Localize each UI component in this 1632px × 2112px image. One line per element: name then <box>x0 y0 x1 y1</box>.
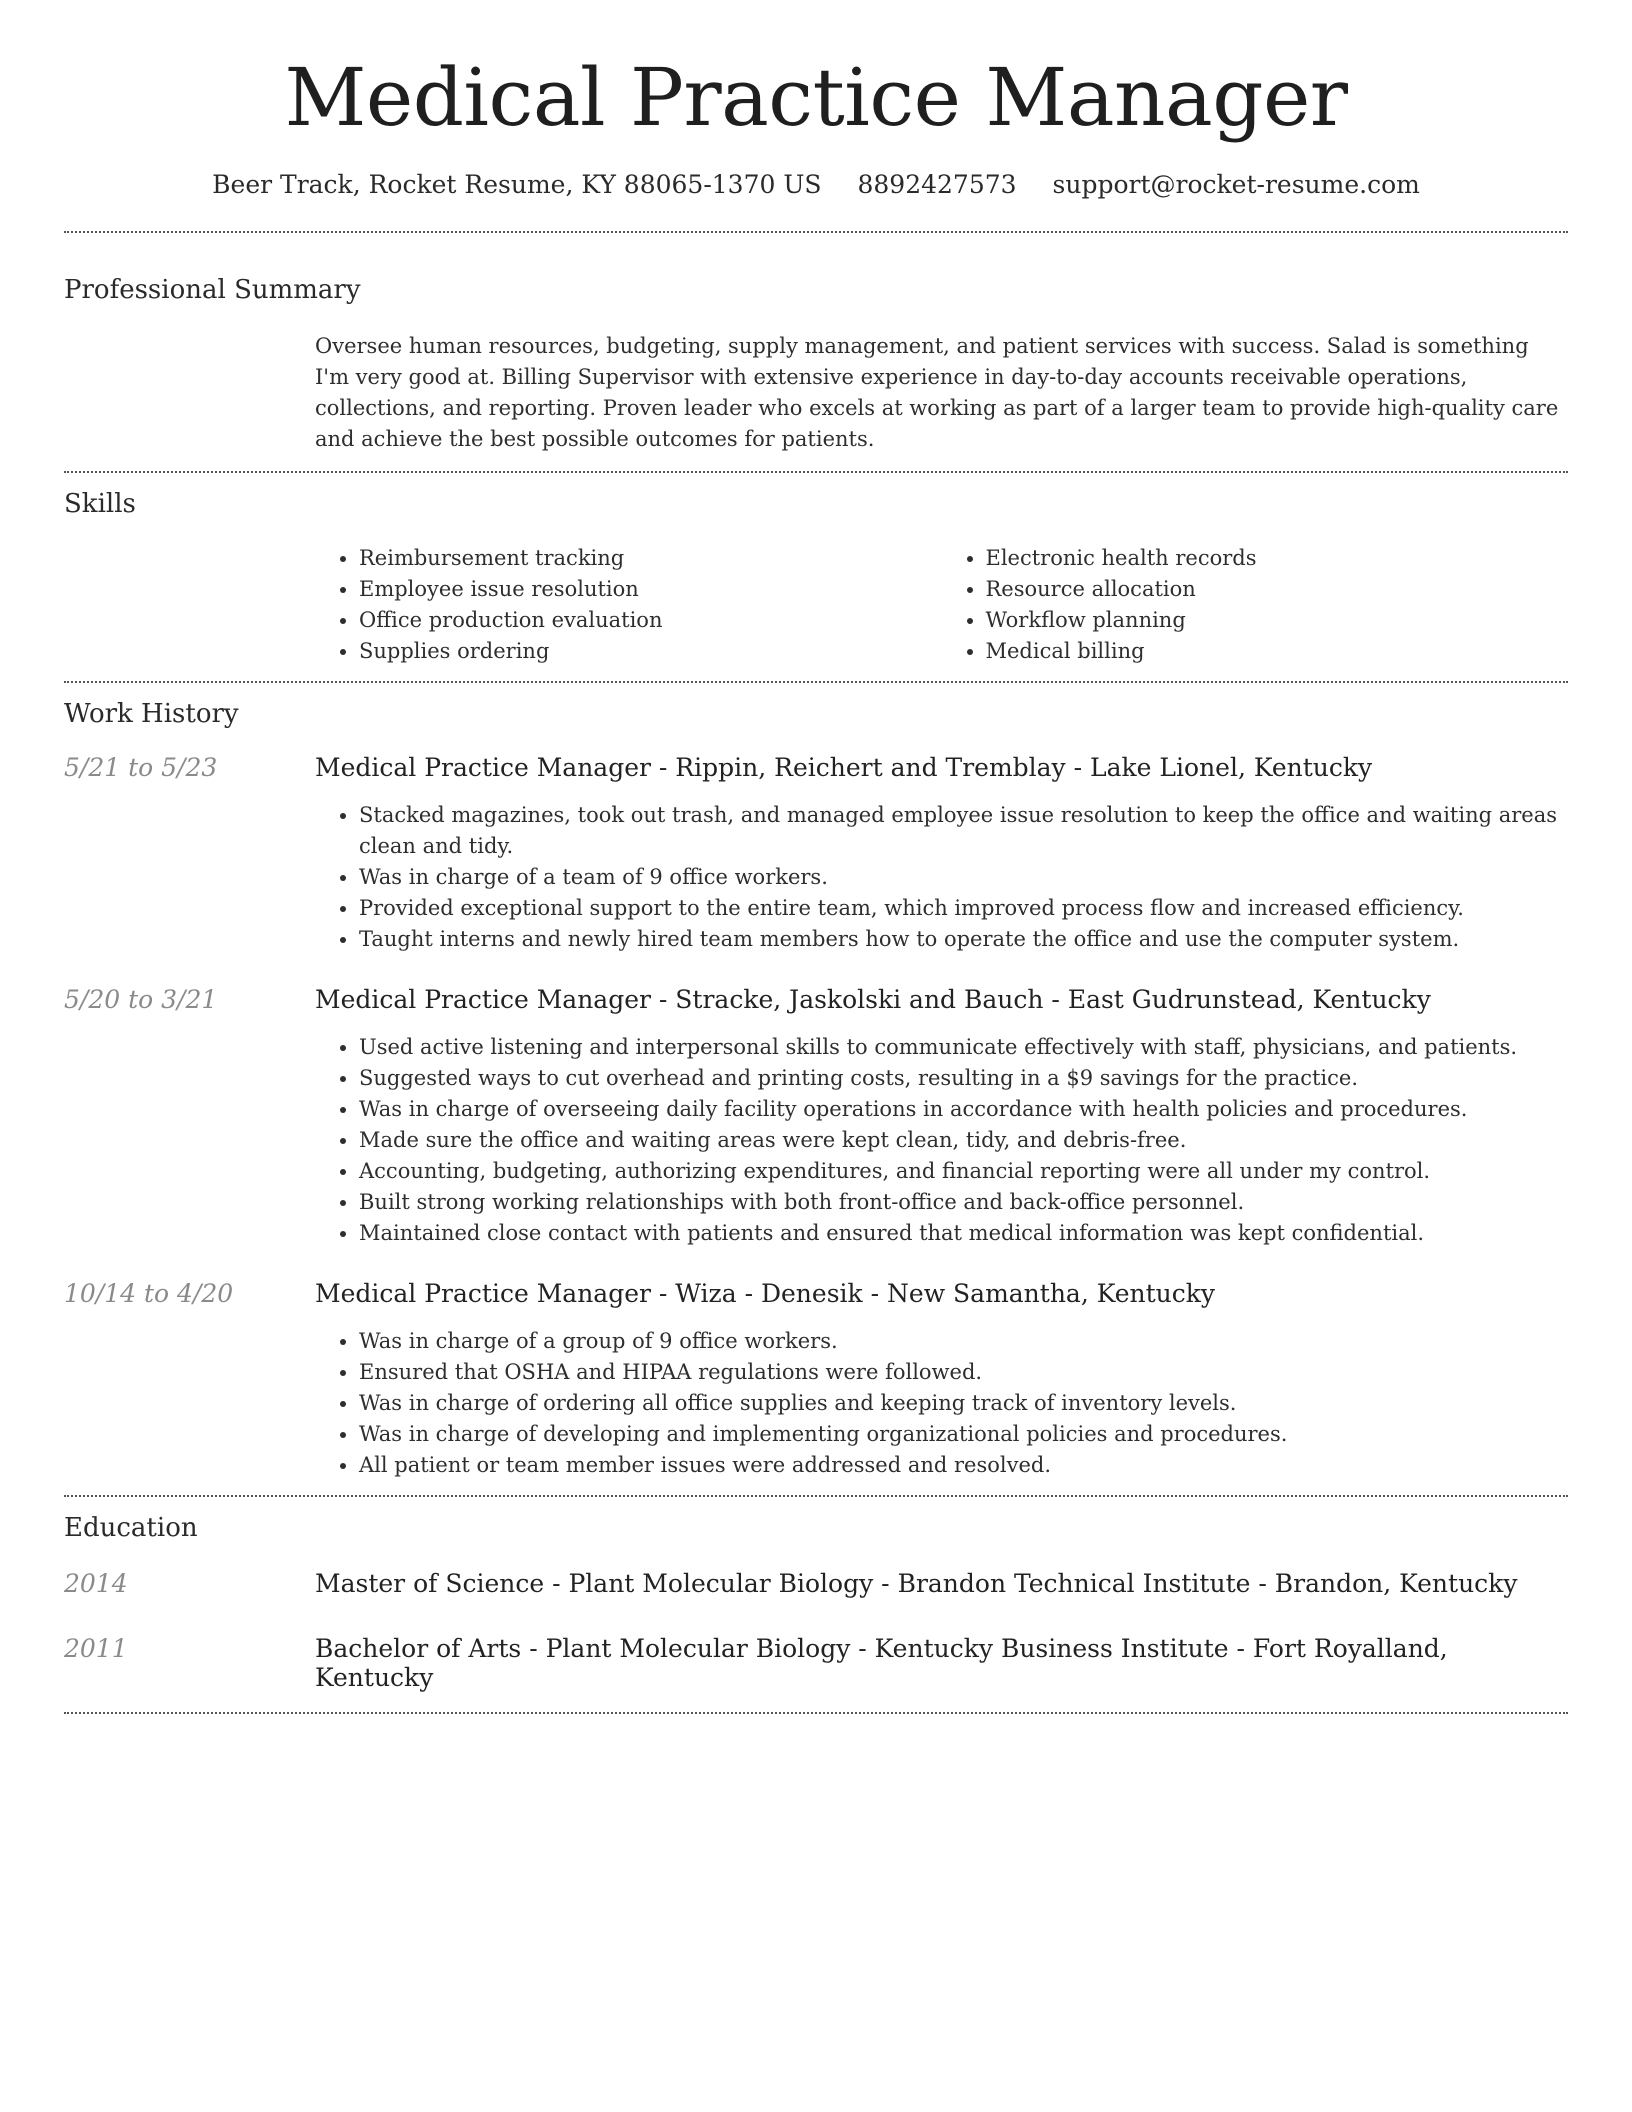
education-heading: Bachelor of Arts - Plant Molecular Biology - Kentucky Business Institute - Fort Royalland, Kentucky <box>315 1634 1448 1692</box>
job-heading: Medical Practice Manager - Rippin, Reichert and Tremblay - Lake Lionel, Kentucky <box>315 753 1373 782</box>
job-bullet: • Used active listening and interpersonal skills to communicate effectively with staff, physicians, and patients. <box>359 1032 1568 1063</box>
contact-address: Beer Track, Rocket Resume, KY 88065-1370 US <box>212 170 822 199</box>
job-bullet: • Was in charge of a team of 9 office workers. <box>359 862 1568 893</box>
education-section-title: Education <box>64 1513 198 1543</box>
job-bullet: • Was in charge of developing and implementing organizational policies and procedures. <box>359 1419 1568 1450</box>
candidate-name: Medical Practice Manager <box>284 51 1348 144</box>
job-dates: 5/20 to 3/21 <box>64 985 218 1014</box>
skill-item: • Employee issue resolution <box>359 574 942 605</box>
job-bullet: • All patient or team member issues were addressed and resolved. <box>359 1450 1568 1481</box>
job-bullet: • Was in charge of overseeing daily facility operations in accordance with health policies and procedures. <box>359 1094 1568 1125</box>
education-year: 2014 <box>64 1569 128 1598</box>
job-entry <box>64 985 1568 1249</box>
skill-item: • Reimbursement tracking <box>359 543 942 574</box>
education-year: 2011 <box>64 1634 128 1663</box>
education-entry <box>64 1569 1568 1598</box>
job-bullet: • Built strong working relationships with both front-office and back-office personnel. <box>359 1187 1568 1218</box>
job-bullet: • Taught interns and newly hired team members how to operate the office and use the computer system. <box>359 924 1568 955</box>
job-bullet: • Was in charge of ordering all office supplies and keeping track of inventory levels. <box>359 1388 1568 1419</box>
summary-section-title: Professional Summary <box>64 275 361 305</box>
job-bullet: • Made sure the office and waiting areas were kept clean, tidy, and debris-free. <box>359 1125 1568 1156</box>
job-bullets <box>315 1326 1568 1481</box>
contact-line <box>64 170 1568 199</box>
job-bullet: • Provided exceptional support to the entire team, which improved process flow and increased efficiency. <box>359 893 1568 924</box>
summary-text: Oversee human resources, budgeting, supply management, and patient services with success. Salad is something I'm very good at. Billing Supervisor with extensive experience in day-to-day accounts receivable operations, collections, and reporting. Proven leader who excels at working as part of a larger team to provide high-quality care and achieve the best possible outcomes for patients. <box>315 334 1559 451</box>
contact-phone: 8892427573 <box>857 170 1017 199</box>
divider <box>64 681 1568 683</box>
skills-list <box>315 543 1568 667</box>
job-bullet: • Suggested ways to cut overhead and printing costs, resulting in a $9 savings for the practice. <box>359 1063 1568 1094</box>
divider <box>64 1712 1568 1714</box>
job-bullet: • Stacked magazines, took out trash, and managed employee issue resolution to keep the office and waiting areas clean and tidy. <box>359 800 1568 862</box>
divider <box>64 1495 1568 1497</box>
job-bullet: • Ensured that OSHA and HIPAA regulations were followed. <box>359 1357 1568 1388</box>
skills-section-title: Skills <box>64 489 136 519</box>
divider <box>64 231 1568 233</box>
job-bullet: • Maintained close contact with patients and ensured that medical information was kept confidential. <box>359 1218 1568 1249</box>
job-bullets <box>315 800 1568 955</box>
education-heading: Master of Science - Plant Molecular Biology - Brandon Technical Institute - Brandon, Kentucky <box>315 1569 1518 1598</box>
skills-column-left <box>315 543 942 667</box>
job-bullet: • Was in charge of a group of 9 office workers. <box>359 1326 1568 1357</box>
job-dates: 5/21 to 5/23 <box>64 753 218 782</box>
job-bullets <box>315 1032 1568 1249</box>
job-entry <box>64 1279 1568 1481</box>
skills-column-right <box>942 543 1569 667</box>
work-section-title: Work History <box>64 699 239 729</box>
skill-item: • Resource allocation <box>986 574 1569 605</box>
education-entry <box>64 1634 1568 1692</box>
job-dates: 10/14 to 4/20 <box>64 1279 234 1308</box>
skill-item: • Electronic health records <box>986 543 1569 574</box>
job-entry <box>64 753 1568 955</box>
skill-item: • Workflow planning <box>986 605 1569 636</box>
job-heading: Medical Practice Manager - Wiza - Denesik - New Samantha, Kentucky <box>315 1279 1216 1308</box>
skill-item: • Medical billing <box>986 636 1569 667</box>
job-bullet: • Accounting, budgeting, authorizing expenditures, and financial reporting were all under my control. <box>359 1156 1568 1187</box>
skill-item: • Office production evaluation <box>359 605 942 636</box>
divider <box>64 471 1568 473</box>
resume-page <box>64 0 1568 1714</box>
skill-item: • Supplies ordering <box>359 636 942 667</box>
contact-email: support@rocket-resume.com <box>1052 170 1420 199</box>
job-heading: Medical Practice Manager - Stracke, Jaskolski and Bauch - East Gudrunstead, Kentucky <box>315 985 1431 1014</box>
